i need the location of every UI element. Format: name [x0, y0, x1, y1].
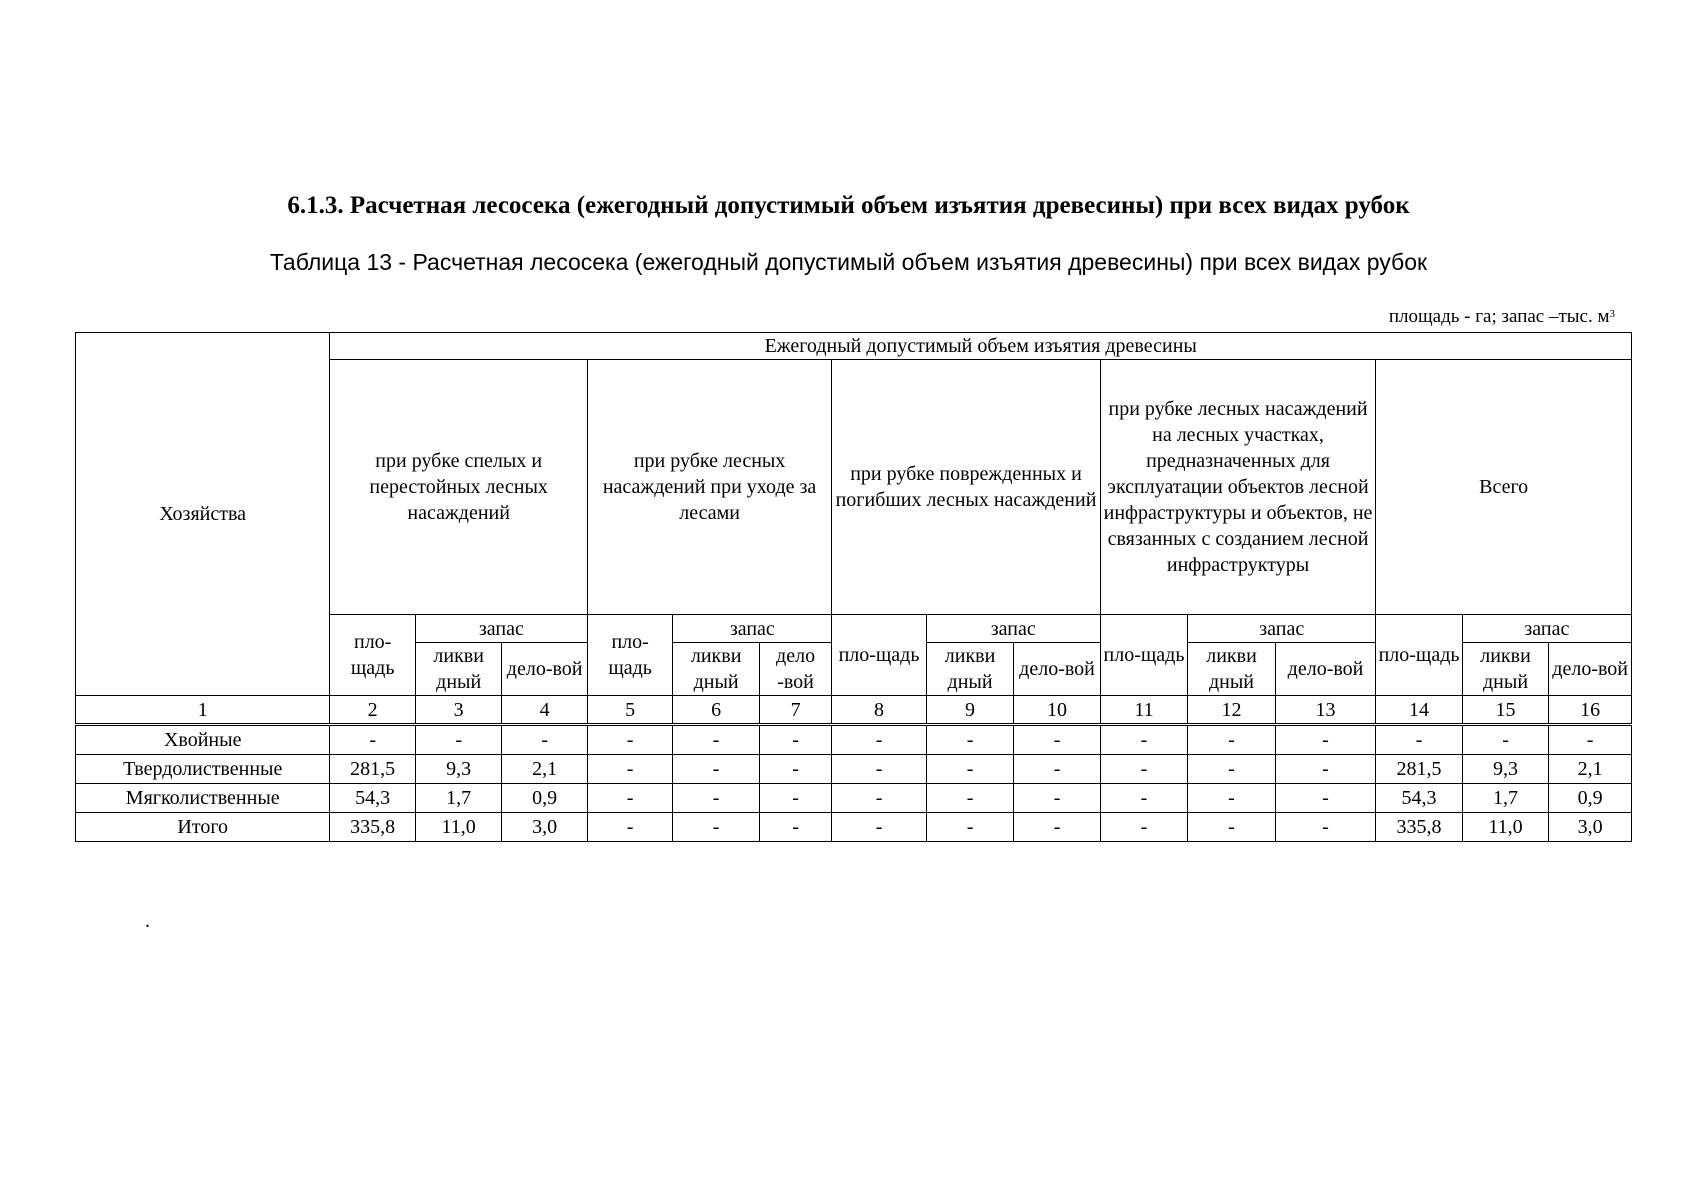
- table-cell: -: [1549, 725, 1632, 755]
- table-cell: -: [832, 725, 927, 755]
- table-cell: -: [1188, 813, 1275, 842]
- table-cell: -: [926, 784, 1013, 813]
- column-number: 11: [1100, 696, 1187, 725]
- header-business: дело-вой: [1549, 643, 1632, 696]
- column-number: 3: [415, 696, 501, 725]
- table-cell: -: [587, 755, 672, 784]
- column-number: 16: [1549, 696, 1632, 725]
- table-cell: 1,7: [415, 784, 501, 813]
- table-cell: 2,1: [502, 755, 587, 784]
- table-cell: -: [1100, 755, 1187, 784]
- header-area: пло-щадь: [330, 615, 415, 696]
- table-cell: -: [1188, 784, 1275, 813]
- header-business: дело -вой: [759, 643, 831, 696]
- table-cell: 335,8: [1376, 813, 1462, 842]
- header-stock: запас: [926, 615, 1100, 643]
- header-business: дело-вой: [1014, 643, 1100, 696]
- header-stock: запас: [415, 615, 587, 643]
- table-cell: -: [1275, 813, 1376, 842]
- column-number: 13: [1275, 696, 1376, 725]
- table-cell: 9,3: [1462, 755, 1548, 784]
- table-cell: -: [1100, 784, 1187, 813]
- row-label: Хвойные: [76, 725, 330, 755]
- table-cell: -: [1014, 725, 1100, 755]
- row-label: Мягколиственные: [76, 784, 330, 813]
- header-area: пло-щадь: [1376, 615, 1462, 696]
- column-number: 2: [330, 696, 415, 725]
- table-header: [76, 333, 1632, 696]
- header-annual-volume: Ежегодный допустимый объем изъятия древесины: [330, 333, 1632, 360]
- section-heading: 6.1.3. Расчетная лесосека (ежегодный допустимый объем изъятия древесины) при всех видах рубок: [287, 192, 1410, 219]
- table-cell: -: [1275, 725, 1376, 755]
- row-label: Твердолиственные: [76, 755, 330, 784]
- header-farms: Хозяйства: [76, 333, 330, 696]
- table-cell: 0,9: [1549, 784, 1632, 813]
- header-area: пло-щадь: [832, 615, 927, 696]
- table-cell: -: [926, 725, 1013, 755]
- header-stock: запас: [1188, 615, 1376, 643]
- table-cell: -: [673, 725, 759, 755]
- table-cell: 281,5: [1376, 755, 1462, 784]
- table-cell: -: [1376, 725, 1462, 755]
- table-cell: -: [673, 813, 759, 842]
- table-cell: -: [673, 755, 759, 784]
- header-liquid: ликви дный: [926, 643, 1013, 696]
- header-area: пло-щадь: [1100, 615, 1187, 696]
- table-cell: -: [587, 725, 672, 755]
- table-cell: -: [759, 755, 831, 784]
- units-note: [1389, 306, 1615, 328]
- table-caption: Таблица 13 - Расчетная лесосека (ежегодный допустимый объем изъятия древесины) при всех видах рубок: [269, 249, 1428, 275]
- table-cell: -: [1462, 725, 1548, 755]
- table-cell: 3,0: [1549, 813, 1632, 842]
- table-cell: -: [926, 813, 1013, 842]
- header-group-care: при рубке лесных насаждений при уходе за лесами: [587, 360, 831, 615]
- header-group-infrastructure: при рубке лесных насаждений на лесных участках, предназначенных для эксплуатации объектов лесной инфраструктуры и объектов, не связанных с созданием лесной инфраструктуры: [1100, 360, 1376, 615]
- table-cell: 335,8: [330, 813, 415, 842]
- column-number: 7: [759, 696, 831, 725]
- header-liquid: ликви дный: [1462, 643, 1548, 696]
- header-liquid: ликви дный: [415, 643, 501, 696]
- table-cell: 3,0: [502, 813, 587, 842]
- table-cell: -: [832, 813, 927, 842]
- table-cell: 2,1: [1549, 755, 1632, 784]
- table-cell: -: [502, 725, 587, 755]
- header-business: дело-вой: [1275, 643, 1376, 696]
- column-number: 8: [832, 696, 927, 725]
- table-cell: 1,7: [1462, 784, 1548, 813]
- column-number: 6: [673, 696, 759, 725]
- column-number: 14: [1376, 696, 1462, 725]
- header-area: пло-щадь: [587, 615, 672, 696]
- column-number: 15: [1462, 696, 1548, 725]
- header-liquid: ликви дный: [1188, 643, 1275, 696]
- table-cell: 11,0: [1462, 813, 1548, 842]
- trailing-dot: .: [145, 910, 150, 932]
- header-stock: запас: [673, 615, 832, 643]
- column-number: 4: [502, 696, 587, 725]
- column-number: 9: [926, 696, 1013, 725]
- table-cell: -: [759, 784, 831, 813]
- units-text: площадь - га; запас –тыс. м: [1388, 306, 1610, 327]
- header-group-damaged: при рубке поврежденных и погибших лесных насаждений: [832, 360, 1101, 615]
- table-cell: -: [587, 813, 672, 842]
- table-cell: -: [330, 725, 415, 755]
- column-numbers-row: [76, 696, 1632, 725]
- table-row: [76, 784, 1632, 813]
- column-number: 5: [587, 696, 672, 725]
- table-cell: -: [759, 725, 831, 755]
- table-row: [76, 755, 1632, 784]
- table-cell: -: [1275, 755, 1376, 784]
- table-cell: 0,9: [502, 784, 587, 813]
- table-cell: -: [1014, 784, 1100, 813]
- table-cell: -: [759, 813, 831, 842]
- header-group-total: Всего: [1376, 360, 1632, 615]
- header-stock: запас: [1462, 615, 1631, 643]
- table-body: [76, 696, 1632, 842]
- header-liquid: ликви дный: [673, 643, 759, 696]
- table-cell: -: [1275, 784, 1376, 813]
- table-cell: -: [1014, 755, 1100, 784]
- column-number: 12: [1188, 696, 1275, 725]
- table-cell: 54,3: [1376, 784, 1462, 813]
- allowable-cut-table: [75, 332, 1632, 842]
- table-cell: 11,0: [415, 813, 501, 842]
- table-cell: 9,3: [415, 755, 501, 784]
- table-cell: -: [832, 784, 927, 813]
- table-cell: -: [415, 725, 501, 755]
- table-cell: 281,5: [330, 755, 415, 784]
- column-number: 10: [1014, 696, 1100, 725]
- row-label: Итого: [76, 813, 330, 842]
- table-row: [76, 813, 1632, 842]
- column-number: 1: [76, 696, 330, 725]
- table-cell: -: [1014, 813, 1100, 842]
- table-cell: 54,3: [330, 784, 415, 813]
- table-cell: -: [1188, 755, 1275, 784]
- header-group-mature: при рубке спелых и перестойных лесных насаждений: [330, 360, 587, 615]
- units-superscript: 3: [1609, 308, 1615, 320]
- table-cell: -: [1100, 813, 1187, 842]
- table-cell: -: [587, 784, 672, 813]
- table-cell: -: [1100, 725, 1187, 755]
- table-cell: -: [832, 755, 927, 784]
- table-cell: -: [926, 755, 1013, 784]
- table-cell: -: [673, 784, 759, 813]
- header-business: дело-вой: [502, 643, 587, 696]
- table-row: [76, 725, 1632, 755]
- table-cell: -: [1188, 725, 1275, 755]
